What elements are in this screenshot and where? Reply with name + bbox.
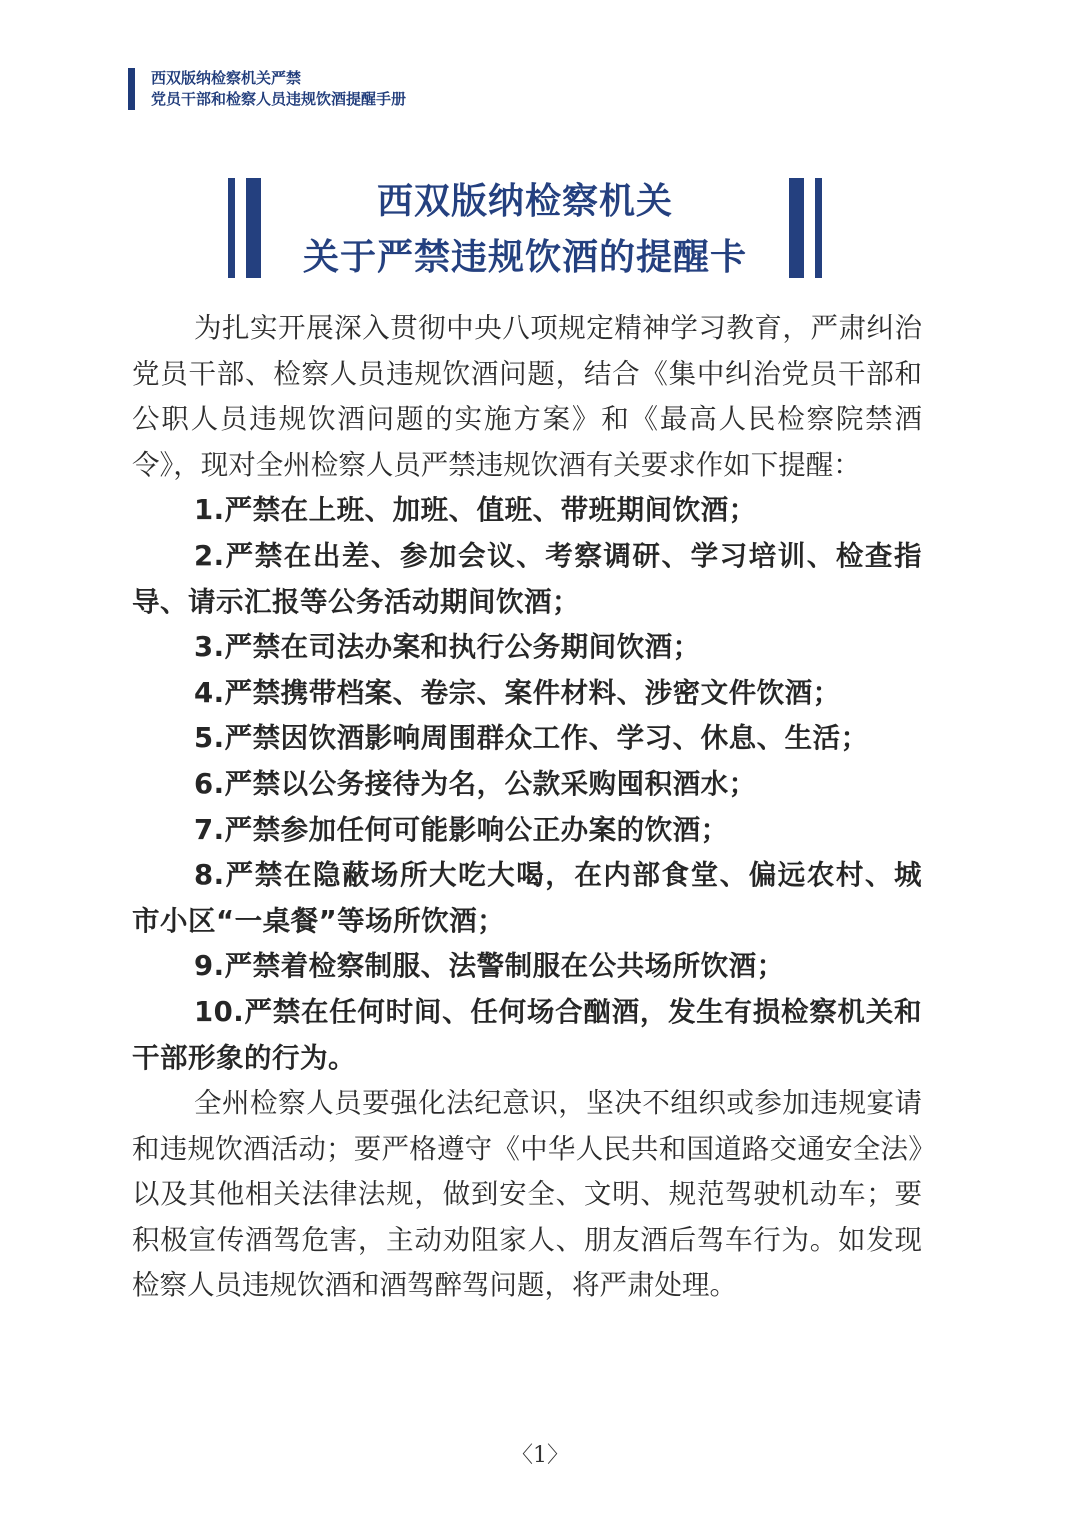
decorative-bar bbox=[246, 178, 261, 278]
running-head-line2: 党员干部和检察人员违规饮酒提醒手册 bbox=[151, 90, 407, 108]
page-number: 〈1〉 bbox=[511, 1443, 569, 1468]
page-title bbox=[268, 174, 782, 286]
title-line2: 关于严禁违规饮酒的提醒卡 bbox=[302, 237, 747, 278]
decorative-bar bbox=[228, 178, 235, 278]
rule-item-10: 10.严禁在任何时间、任何场合酗酒，发生有损检察机关和干部形象的行为。 bbox=[132, 995, 922, 1074]
closing-paragraph: 全州检察人员要强化法纪意识，坚决不组织或参加违规宴请和违规饮酒活动；要严格遵守《中华人民共和国道路交通安全法》以及其他相关法律法规，做到安全、文明、规范驾驶机动车；要积极宣传酒驾危害，主动劝阻家人、朋友酒后驾车行为。如发现检察人员违规饮酒和酒驾醉驾问题，将严肃处理。 bbox=[132, 1087, 922, 1302]
rule-item-8: 8.严禁在隐蔽场所大吃大喝，在内部食堂、偏远农村、城市小区“一桌餐”等场所饮酒； bbox=[132, 859, 922, 937]
title-block bbox=[228, 178, 822, 278]
rule-item-3: 3.严禁在司法办案和执行公务期间饮酒； bbox=[194, 631, 701, 664]
running-head bbox=[128, 68, 406, 110]
decorative-bar bbox=[789, 178, 804, 278]
title-line1: 西双版纳检察机关 bbox=[376, 181, 673, 222]
body-text bbox=[132, 306, 922, 1309]
decorative-bar bbox=[815, 178, 822, 278]
rule-item-7: 7.严禁参加任何可能影响公正办案的饮酒； bbox=[194, 813, 729, 846]
rule-item-6: 6.严禁以公务接待为名，公款采购囤积酒水； bbox=[194, 767, 757, 800]
intro-paragraph: 为扎实开展深入贯彻中央八项规定精神学习教育，严肃纠治党员干部、检察人员违规饮酒问题，结合《集中纠治党员干部和公职人员违规饮酒问题的实施方案》和《最高人民检察院禁酒令》，现对全州检察人员严禁违规饮酒有关要求作如下提醒： bbox=[132, 312, 922, 481]
rule-item-4: 4.严禁携带档案、卷宗、案件材料、涉密文件饮酒； bbox=[194, 676, 841, 709]
rule-item-2: 2.严禁在出差、参加会议、考察调研、学习培训、检查指导、请示汇报等公务活动期间饮酒； bbox=[132, 539, 922, 618]
running-head-line1: 西双版纳检察机关严禁 bbox=[151, 69, 302, 87]
rule-item-1: 1.严禁在上班、加班、值班、带班期间饮酒； bbox=[194, 494, 757, 527]
rule-item-5: 5.严禁因饮酒影响周围群众工作、学习、休息、生活； bbox=[194, 722, 869, 755]
rule-item-9: 9.严禁着检察制服、法警制服在公共场所饮酒； bbox=[194, 950, 785, 983]
